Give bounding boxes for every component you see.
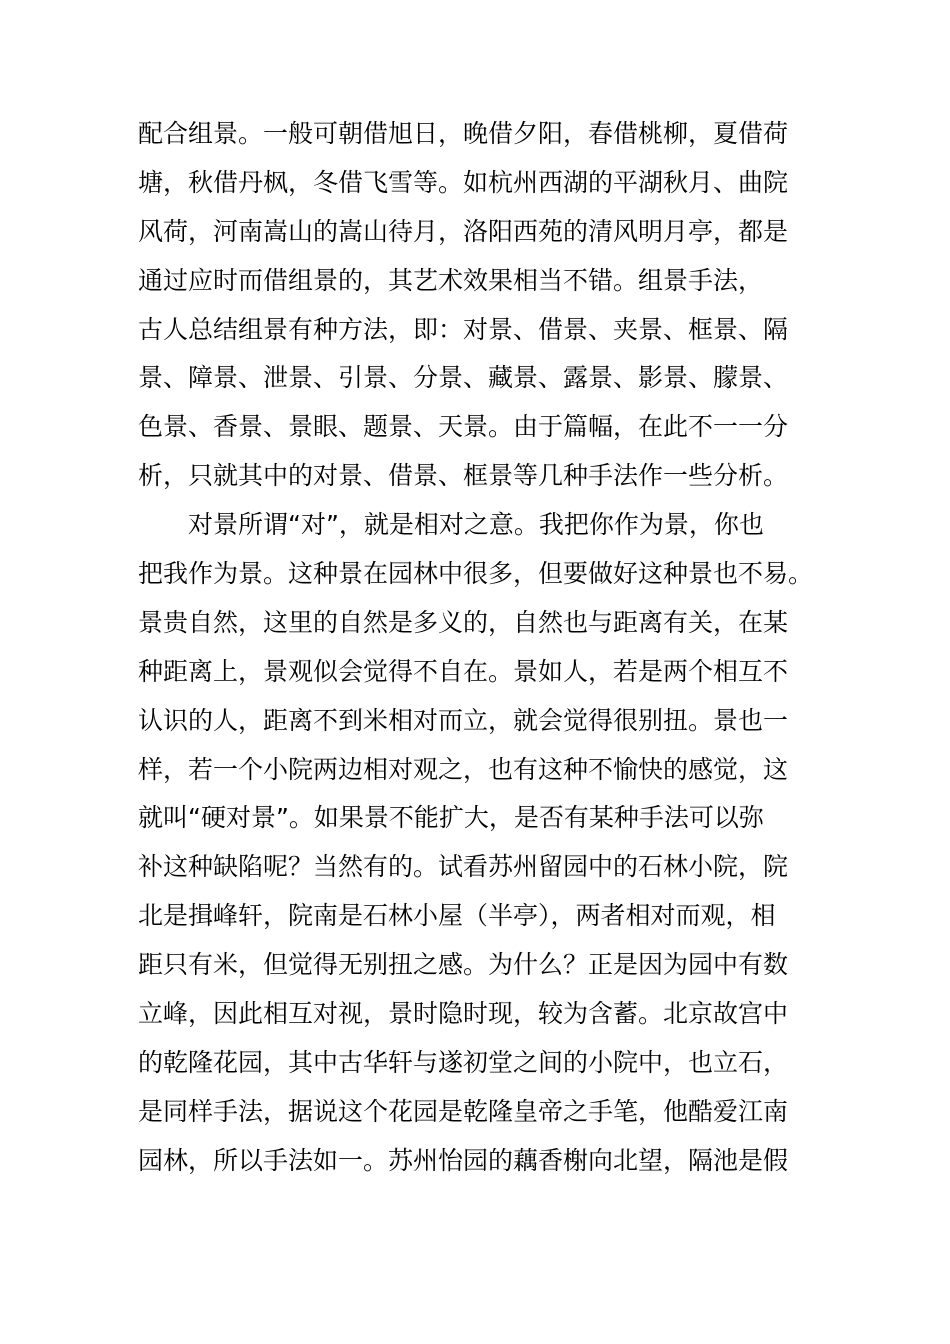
text-line: 立峰，因此相互对视，景时隐时现，较为含蓄。北京故宫中	[138, 999, 789, 1029]
text-line: 对景所谓“对”，就是相对之意。我把你作为景，你也	[138, 510, 764, 540]
text-line: 园林，所以手法如一。苏州怡园的藕香榭向北望，隔池是假	[138, 1145, 789, 1175]
text-line: 北是揖峰轩，院南是石林小屋（半亭），两者相对而观，相	[138, 901, 776, 931]
text-line: 是同样手法，据说这个花园是乾隆皇帝之手笔，他酷爱江南	[138, 1096, 789, 1126]
text-line: 色景、香景、景眼、题景、天景。由于篇幅，在此不一一分	[138, 412, 789, 442]
text-line: 景、障景、泄景、引景、分景、藏景、露景、影景、朦景、	[138, 363, 789, 393]
text-line: 种距离上，景观似会觉得不自在。景如人，若是两个相互不	[138, 656, 789, 686]
text-line: 古人总结组景有种方法，即：对景、借景、夹景、框景、隔	[138, 314, 789, 344]
text-line: 风荷，河南嵩山的嵩山待月，洛阳西苑的清风明月亭，都是	[138, 216, 789, 246]
text-line: 就叫“硬对景”。如果景不能扩大，是否有某种手法可以弥	[138, 803, 764, 833]
text-line: 配合组景。一般可朝借旭日，晚借夕阳，春借桃柳，夏借荷	[138, 119, 789, 148]
text-line: 认识的人，距离不到米相对而立，就会觉得很别扭。景也一	[138, 705, 789, 735]
text-line: 距只有米，但觉得无别扭之感。为什么？正是因为园中有数	[138, 950, 789, 980]
text-line: 通过应时而借组景的，其艺术效果相当不错。组景手法，	[138, 265, 764, 295]
text-line: 景贵自然，这里的自然是多义的，自然也与距离有关，在某	[138, 607, 789, 637]
text-line: 的乾隆花园，其中古华轩与遂初堂之间的小院中，也立石，	[138, 1047, 789, 1077]
text-line: 样，若一个小院两边相对观之，也有这种不愉快的感觉，这	[138, 754, 789, 784]
text-line: 补这种缺陷呢？当然有的。试看苏州留园中的石林小院，院	[138, 852, 789, 882]
text-line: 塘，秋借丹枫，冬借飞雪等。如杭州西湖的平湖秋月、曲院	[138, 167, 789, 197]
text-line: 把我作为景。这种景在园林中很多，但要做好这种景也不易。	[138, 559, 814, 589]
text-line: 析，只就其中的对景、借景、框景等几种手法作一些分析。	[138, 461, 789, 491]
body-text	[138, 110, 818, 1186]
